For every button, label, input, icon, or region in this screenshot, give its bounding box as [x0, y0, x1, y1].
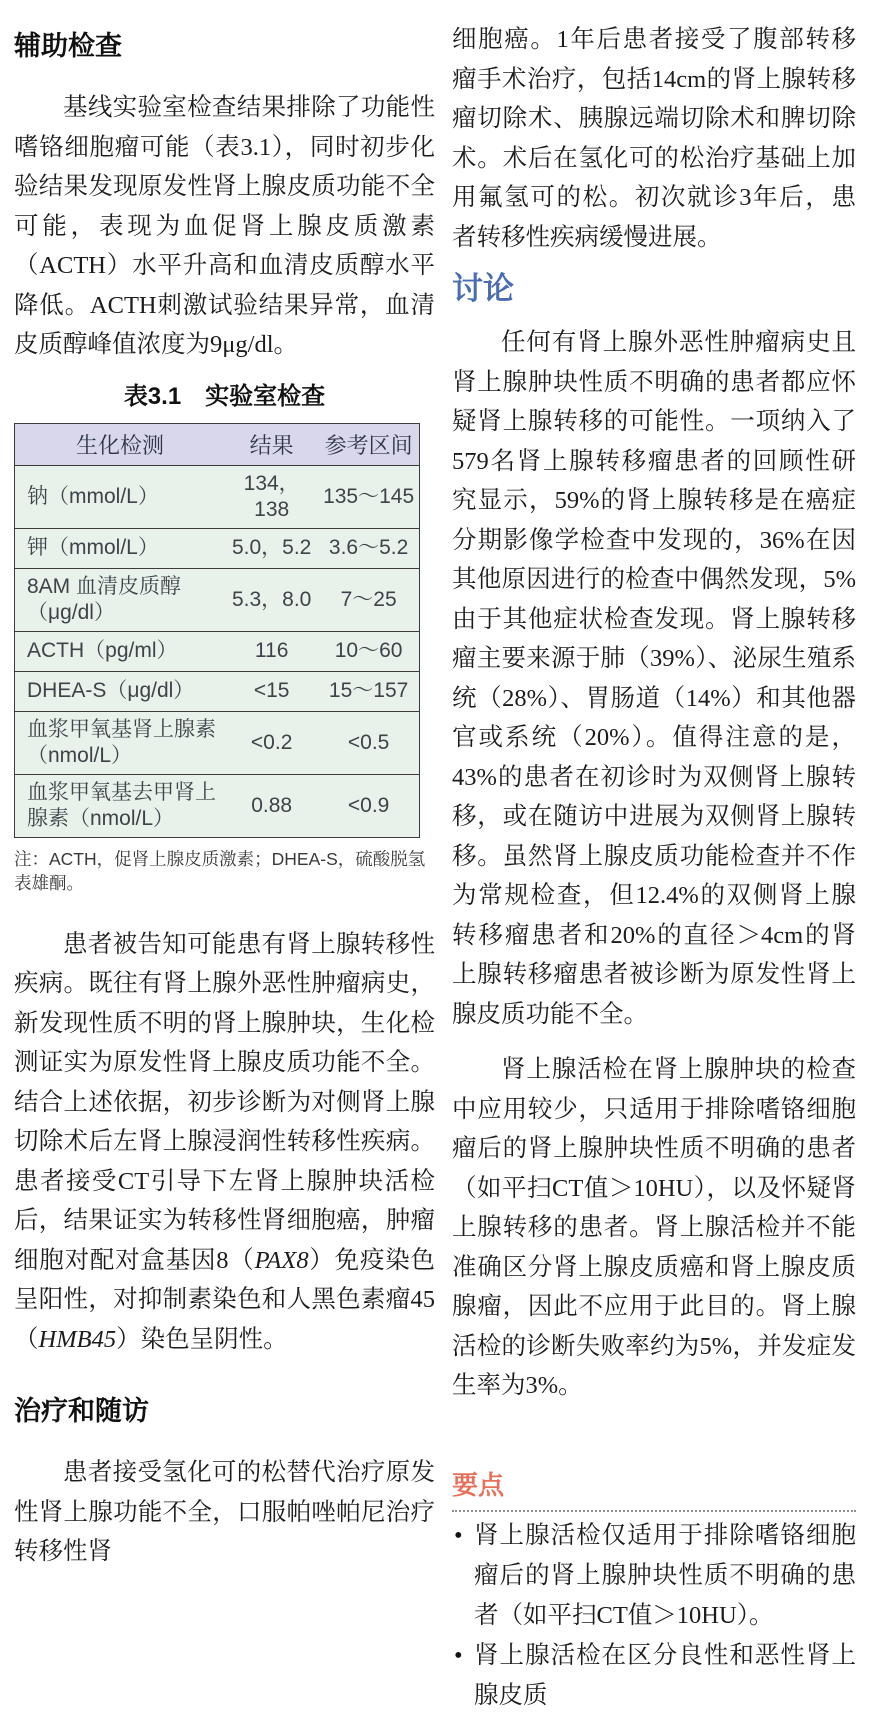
cell-test-name: 8AM 血清皮质醇（μg/dl）: [15, 568, 226, 631]
key-point-item: • 肾上腺活检在区分良性和恶性肾上腺皮质: [452, 1636, 856, 1716]
cell-result: 5.0，5.2: [225, 528, 318, 568]
discussion-paragraph-2: 肾上腺活检在肾上腺肿块的检查中应用较少，只适用于排除嗜铬细胞瘤后的肾上腺肿块性质不明确的患者（如平扫CT值＞10HU），以及怀疑肾上腺转移的患者。肾上腺活检并不能准确区分肾上腺皮质癌和肾上腺皮质腺瘤，因此不应用于此目的。肾上腺活检的诊断失败率约为5%，并发症发生率为3%。: [452, 1056, 856, 1399]
dotted-divider: [452, 1510, 856, 1512]
cell-test-name: 钠（mmol/L）: [15, 465, 226, 528]
cell-reference: <0.5: [318, 711, 419, 774]
section-heading-auxiliary-exams: 辅助检查: [14, 31, 122, 61]
discussion-paragraph-1: 任何有肾上腺外恶性肿瘤病史且肾上腺肿块性质不明确的患者都应怀疑肾上腺转移的可能性。一项纳入了579名肾上腺转移瘤患者的回顾性研究显示，59%的肾上腺转移是在癌症分期影像学检查中发现的，36%在因其他原因进行的检查中偶然发现，5%由于其他症状检查发现。肾上腺转移瘤主要来源于肺（39%）、泌尿生殖系统（28%）、胃肠道（14%）和其他器官或系统（20%）。值得注意的是，43%的患者在初诊时为双侧肾上腺转移，或在随访中进展为双侧肾上腺转移。虽然肾上腺皮质功能检查并不作为常规检查，但12.4%的双侧肾上腺转移瘤患者和20%的直径＞4cm的肾上腺转移瘤患者被诊断为原发性肾上腺皮质功能不全。: [452, 329, 856, 1028]
baseline-lab-paragraph: 基线实验室检查结果排除了功能性嗜铬细胞瘤可能（表3.1），同时初步化验结果发现原发性肾上腺皮质功能不全可能，表现为血促肾上腺皮质激素（ACTH）水平升高和血清皮质醇水平降低。ACTH刺激试验结果异常，血清皮质醇峰值浓度为9μg/dl。: [14, 94, 435, 358]
column-header-test: 生化检测: [15, 423, 226, 465]
table-row-potassium: [15, 528, 420, 568]
table-row-cortisol: [15, 568, 420, 631]
cell-result: 0.88: [225, 774, 318, 837]
cell-result: 5.3，8.0: [225, 568, 318, 631]
cell-result: <15: [225, 671, 318, 711]
cell-reference: 135～145: [318, 465, 419, 528]
column-header-result: 结果: [225, 423, 318, 465]
treatment-continuation-paragraph: 细胞癌。1年后患者接受了腹部转移瘤手术治疗，包括14cm的肾上腺转移瘤切除术、胰腺远端切除术和脾切除术。术后在氢化可的松治疗基础上加用氟氢可的松。初次就诊3年后，患者转移性疾病缓慢进展。: [452, 26, 856, 251]
table-caption: 表3.1 实验室检查: [123, 382, 326, 410]
right-column: [452, 14, 856, 1709]
key-points-section: [452, 1468, 856, 1716]
cell-reference: 7～25: [318, 568, 419, 631]
cell-reference: 10～60: [318, 631, 419, 671]
table-row-metanephrine: [15, 711, 420, 774]
diagnosis-paragraph: [14, 925, 435, 1360]
table-header-row: [15, 423, 420, 465]
cell-test-name: DHEA-S（μg/dl）: [15, 671, 226, 711]
left-column: [14, 14, 436, 1565]
text-run: 患者被告知可能患有肾上腺转移性疾病。既往有肾上腺外恶性肿瘤病史，新发现性质不明的肾上腺肿块，生化检测证实为原发性肾上腺皮质功能不全。结合上述依据，初步诊断为对侧肾上腺切除术后左肾上腺浸润性转移性疾病。患者接受CT引导下左肾上腺肿块活检后，结果证实为转移性肾细胞癌，肿瘤细胞对配对盒基因8（: [14, 930, 435, 1274]
cell-result: 116: [225, 631, 318, 671]
section-heading-treatment-followup: 治疗和随访: [14, 1396, 149, 1426]
gene-name-pax8: PAX8: [254, 1246, 309, 1274]
gene-name-hmb45: HMB45: [38, 1325, 117, 1353]
key-points-heading: 要点: [452, 1469, 505, 1500]
column-header-reference: 参考区间: [318, 423, 419, 465]
table-footnote: 注：ACTH，促肾上腺皮质激素；DHEA-S，硫酸脱氢表雄酮。: [14, 848, 426, 893]
cell-reference: 3.6～5.2: [318, 528, 419, 568]
cell-result: 134，138: [225, 465, 318, 528]
cell-test-name: 血浆甲氧基肾上腺素（nmol/L）: [15, 711, 226, 774]
table-row-dheas: [15, 671, 420, 711]
lab-results-table: [14, 423, 420, 838]
cell-test-name: 钾（mmol/L）: [15, 528, 226, 568]
section-heading-discussion: 讨论: [452, 271, 514, 306]
table-row-normetanephrine: [15, 774, 420, 837]
cell-result: <0.2: [225, 711, 318, 774]
cell-test-name: 血浆甲氧基去甲肾上腺素（nmol/L）: [15, 774, 226, 837]
table-row-sodium: [15, 465, 420, 528]
key-point-item: • 肾上腺活检仅适用于排除嗜铬细胞瘤后的肾上腺肿块性质不明确的患者（如平扫CT值＞10HU）。: [452, 1516, 856, 1636]
text-run: ）染色呈阴性。: [116, 1325, 288, 1353]
key-points-list: [452, 1516, 856, 1716]
table-row-acth: [15, 631, 420, 671]
treatment-paragraph: 患者接受氢化可的松替代治疗原发性肾上腺功能不全，口服帕唑帕尼治疗转移性肾: [14, 1459, 435, 1565]
cell-reference: 15～157: [318, 671, 419, 711]
cell-test-name: ACTH（pg/ml）: [15, 631, 226, 671]
text-run: ）免疫染色呈阳性，对抑制素染色和人黑色素瘤45（: [14, 1246, 436, 1353]
cell-reference: <0.9: [318, 774, 419, 837]
